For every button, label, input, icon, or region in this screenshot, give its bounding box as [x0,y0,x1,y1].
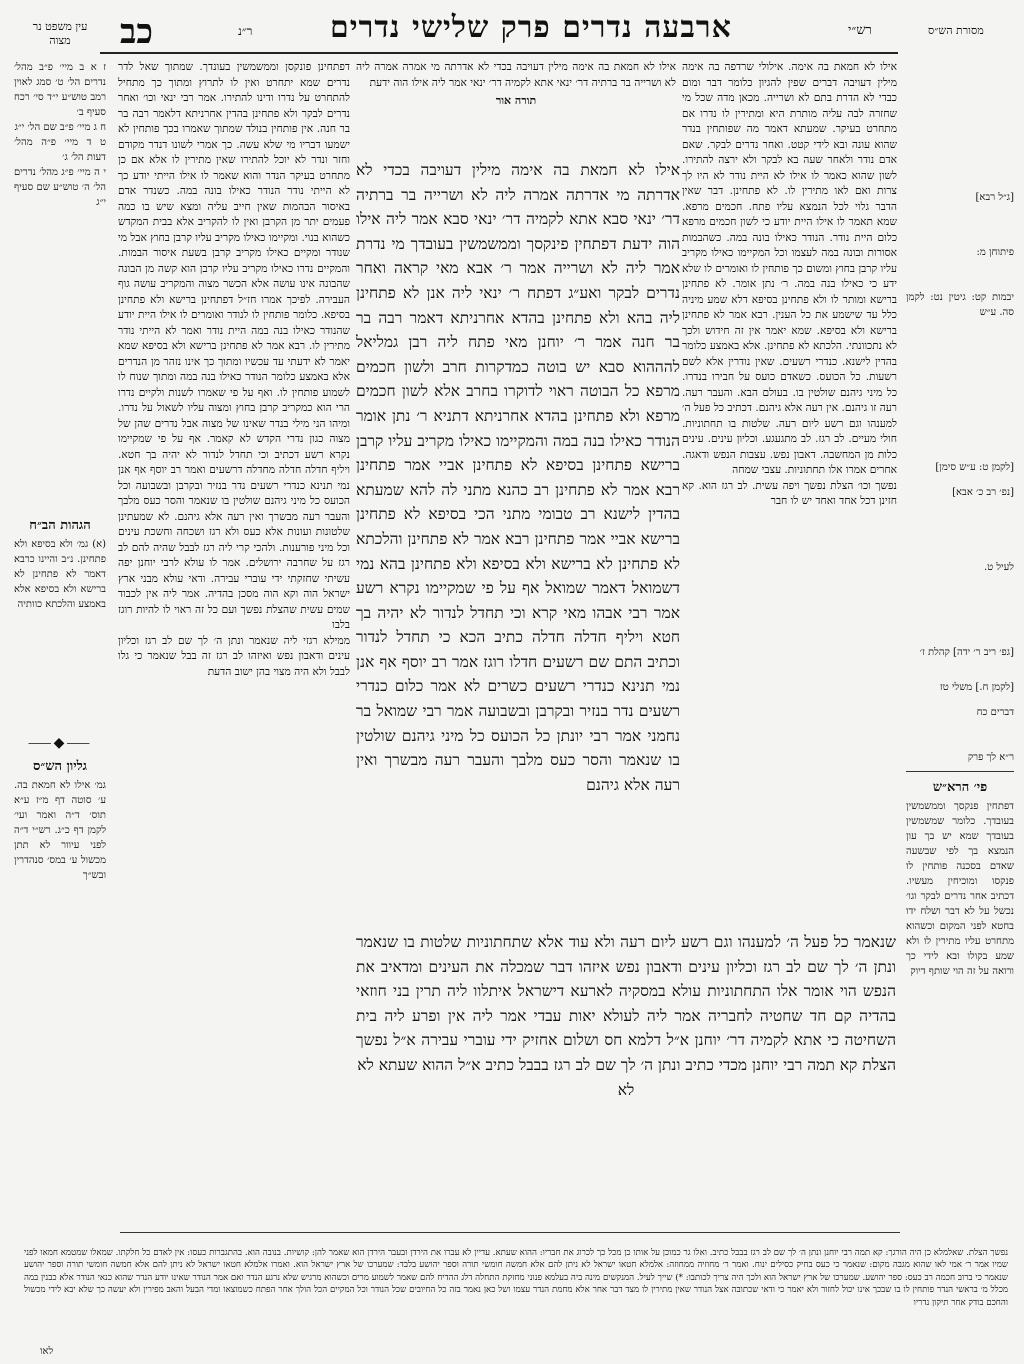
margin-reference: ר״א לך פרק [967,752,1014,763]
gilyon-title: גליון הש״ס [33,759,87,774]
ein-mishpat-entry: ז א ב מיי׳ פ״ב מהל׳ נדרים הל׳ ט׳ סמג לאוין רמב טוש״ע י״ד סי׳ רכח סעיף ב׳ [14,62,106,118]
gemara-text: אילו לא חמאת בה אימה מילין דעויבה בכדי לא אדרתה מי אדרתה אמרה ליה לא ושרייה בר ברתיה דר׳ ינאי סבא אתא לקמיה דר׳ ינאי סבא אמר ליה אילו הוה ידעת דפתחין פינקסך וממשמשין בעובדך מי נדרת אמר ליה לא ושרייה אמר ר׳ אבא מאי קראה ואחר נדרים לבקר ואע״ג דפתח ר׳ ינאי ליה אנן לא פתחינן ליה בהא ולא פתחינן בהדא אחרניתא דאמר רבה בר בר חנה אמר ר׳ יוחנן מאי פתח ליה רבן גמליאל להההוא סבא יש בוטה כמדקרות חרב ולשון חכמים מרפא כל הבוטה ראוי לדוקרו בחרב אלא לשון חכמים מרפא ולא פתחינן בהדא אחרניתא דתניא ר׳ נתן אומר הנודר כאילו בנה במה והמקיימו כאילו מקריב עליו קרבן ברישא פתחינן בסיפא לא פתחינן אביי אמר פתחינן רבא אמר לא פתחינן רב כהנא מתני לה להא שמעתא בהדין לישנא רב טבומי מתני הכי בסיפא לא פתחינן ברישא אביי אמר פתחינן רבא אמר לא פתחינן והלכתא לא פתחינן לא ברישא ולא בסיפא ולא פתחינן בהא נמי דשמואל דאמר שמואל אף על פי שמקיימו נקרא רשע אמר רבי אבהו מאי קרא וכי תחדל לנדור לא יהיה בך חטא ויליף חדלה חדלה כתיב הכא כי תחדל לנדור וכתיב התם שם רשעים חדלו רוגז אמר רב יוסף אף אנן נמי תנינא כנדרי רשעים כשרים לא אמר כלום כנדרי רשעים נדר בנזיר ובקרבן ובשבועה אמר רבי שמואל בר נחמני אמר רבי יונתן כל הכועס כל מיני גיהנם שולטין בו שנאמר והסר כעס מלבך והעבר רעה מבשרך ואין רעה אלא גיהנם [356,161,680,794]
margin-reference: [לקמן ח.] משלי טז [939,682,1014,693]
margin-reference: פיתוחן מ: [976,247,1014,258]
ein-mishpat-heading: עין משפט נר מצוה [32,20,88,47]
margin-reference: לעיל ט. [983,562,1014,573]
gemara-wide [356,930,896,1220]
gemara-wide-text: שנאמר כל פעל ה׳ למענהו וגם רשע ליום רעה ולא עוד אלא שתחתוניות שלטות בו שנאמר ונתן ה׳ לך שם לב רגז וכליון עינים ודאבון נפש איזהו דבר שמכלה את העינים ומדאיב את הנפש הוי אומר אלו התחתוניות עולא במסקיה לארעא דישראל איתלוו ליה תרין בני חוזאי בהדיה קם חד שחטיה לחבריה אמר ליה לעולא יאות עבדי אמר ליה אין ופרע ליה בית השחיטה כי אתא לקמיה דר׳ יוחנן א״ל דלמא חס ושלום אחזיק ידי עוברי עבירה א״ל נפשך הצלת קא תמה רבי יוחנן מכדי כתיב ונתן ה׳ לך שם לב רגז בבבל כתיב א״ל ההוא שעתא לא [356,933,896,1074]
margin-reference: [לקמן ט: ע״ש סימן] [935,462,1014,473]
ran-text-continued: ממילא רגזי ליה שנאמר ונתן ה׳ לך שם לב רגז וכליון עינים ודאבון נפש ואיזהו לב רגז זה בבל שנאמר כי גלו לבבל ולא היה מצוי בהן ישוב הדעת [118,634,350,678]
bottom-notes [24,1238,1008,1348]
torah-or-label: תורה אור [495,94,537,107]
gilyon-text: גמ׳ אילו לא חמאת בה. ע׳ סוטה דף מ״ז ע״א תוס׳ ד״ה ואמר ועי׳ לקמן דף כ״ג. רש״י ד״ה לפני עיוור לא תתן מכשול ע׳ במס׳ סנהדרין ובש״ך [14,780,106,881]
rashi-text-continued: נפשך וכו׳ הצלת נפשך ויפה עשית. לב רגז הוא. קא חזינן דכל אחד ואחד יש לו חבר [682,479,897,507]
ran-text: דפתחינן פונקסן וממשמשין בעונדך. שמתוך שאל לדר נדרים שמא יתחרט ואין לו לתרוץ ומתוך כך מתחיל להתחרט על נדרו ודינו להתירו. אמר רבי ינאי וכו׳ ואחר נדרים לבקר ולא פתחינן בהדין אחרניתא דלאמר רבה בר בר חנה. אין פותחין בנולד שמתוך שאמרו בכך פותחין לא ישמעו דבריו מי שלא עשה. כך אמרי לשונו דנדר מקודם וחזר ונדר לא יוכל להתירו שאין מתירין לו אלא אם כן מתחרט בעיקר הנדר והוא שאמר לו אילו הייתי יודע כך לא הייתי נודר הנודר כאילו בונה במה. כשנדר אדם באיסור הבהמות שאין חייב עליה ומצא שיש בו כמה פעמים יתר מן הקרבן ואין לו להקריב אלא בבית המקדש כשהוא בנוי. ומקיימו כאילו מקריב עליו קרבן בחוץ אבל מי שנודר ומקיים כאילו מקריב קרבן בשעת איסור הבמות. והמקיים נדרו כאילו מקריב עליו קרבן הוא קשה מן הבונה שהבונה אינו עושה אלא הכשר מצוה והמקריב עושה גוף העבירה. לפיכך אמרו חז״ל דפתחינן ברישא ולא פתחינן בסיפא. כלומר פותחין לו לנודר ואומרים לו אילו היית יודע שהנודר כאילו בנה במה היית נודר ואמר לא הייתי נודר מתירין לו. רבא אמר לא פתחינן ברישא ולא בסיפא שמא יאמר לא ידעתי עד עכשיו ומתוך כך אינו נזהר מן הנדרים אלא באמצע כלומר הנודר כאילו בנה במה ומתוך שנוח לו לשמוע פותחין לו. ואף על פי שאמרו לשנות ולקיים נדרו הרי הוא כמקריב קרבן בחוץ ומצוה עליו לשאול על נדרו. ומיהו הני מילי בנדר שאינו של מצוה אבל נדרים שהן של מצוה כגון נדרי הקדש לא קאמר. אף על פי שמקיימו נקרא רשע דכתיב וכי תחדל לנדור לא יהיה בך חטא. ויליף חדלה חדלה מחדלה דרשעים ואמר רב יוסף אף אנן נמי תנינא כנדרי רשעים נדר בנזיר ובקרבן ובשבועה וכל הכועס כל מיני גיהנם שולטין בו שנאמר והסר כעס מלבך והעבר רעה מבשרך ואין רעה אלא גיהנם. לא שמעתינן שלטונות ועונות אלא כעס ולא רגז ושכחה וחשכת עינים וכל מיני פורענות. ולהכי קרי ליה רגז לבבל שהיה להם לב רגז על שחרבה ירושלים. אמר לו עולא לרבי יוחנן יפה עשיתי שחזקתי ידי עוברי עבירה. ודאי עולא מבני ארץ ישראל הוה וקא הוה מסכן בהדיה. אמר ליה אין לכבוד שמים עשית שהצלת נפשך ועם כל זה ראוי לו להיות רוגז בלבו [118,61,350,631]
margin-reference: [גפ׳ ריב ר׳ ידה] קהלת ז׳ [919,647,1014,658]
header-divider [100,52,898,54]
margin-reference: [ג״ל רבא] [975,192,1014,203]
rashi-text: אילו לא חמאת בה אימה. אילולי שרדפה בה אימה מילין דעויבה דברים שפין להגיון כלומר דבר ומום כבדי לא הדרת בתם לא ושרייה. מכאן מדה שכל מי שחזרה לבה עליה מותרת היא ומתירין לו נדרו אם מתחרט בעיקר. שמעתא דאמר מה שפותחין בנדר שהוא עונה ובא לידי קטט. ואחר נדרים לבקר. שאם אדם נודר ולאחר שעה בא לבקר ולא ירצה להתירו. לשון שהוא כאמר לו אילו לא היית נודר לא היו לך צרות ואם לאו מתירין לו. לא פתחינן. דבר שאין הדבר גלוי לכל הנמצא עליו פתח. חכמים מרפא. שמא תאמר לו אילו היית יודע כי לשון חכמים מרפא כלום היית נודר. הנודר כאילו בונה במה. כשהבמות אסורות ובונה במה לעצמו וכל המקיימו כאילו מקריב עליו קרבן בחוץ ומשום כך פותחין לו ואומרים לו שלא ידע כי כאילו בנה במה. ר׳ נתן אומר. לא פתחינן ברישא ומותר לו ולא פתחינן בסיפא דלא שמע מיניה כלל עד שישמע את כל הענין. רבא אמר לא פתחינן ברישא ולא בסיפא. שמא יאמר אין זה חידוש ולכך לא נתכוונתי. הלכתא לא פתחינן. אלא באמצע כלומר בהדין לישנא. כנדרי רשעים. שאין נודרין אלא לשם רשעות. כל הכועס. כשאדם כועס על חבירו בנדרו. כל מיני גיהנם שולטין בו. בעולם הבא. והעבר רעה. רעה זו גיהנם. אין רעה אלא גיהנם. דכתיב כל פעל ה׳ למענהו וגם רשע ליום רעה. שלטות בו תחתוניות. חולי מעיים. לב רגז. לב מתגעגע. וכליון עינים. עינים כלות מן המחשבה. דאבון נפש. עצבות הנפש ודאגה. אחרים אמרו אלו תחתוניות. עצבי שמחה [682,61,897,476]
gemara-head [356,60,676,113]
rosh-text: דפתחין פנקסך וממשמשין בעובדך. כלומר שמשמשין בעובדך שמא יש בך עון הנמצא בך לפי שבשעה שאדם בסכנה פותחין לו פנקסו ומוכיחין מעשיו. דכתיב אחר נדרים לבקר וגו׳ נכשל על לא דבר ושלח ידו בחטא לפני המקום וכשהוא מתחרט עליו מתירין לו ולא שמע בקולו ובא לידי כך ורואה על זה הוי שותף דיוק [906,801,1014,977]
margin-reference: דברים כח [976,707,1014,718]
gemara-head-text: אילו לא חמאת בה אימה מילין דעויבה בכדי לא אדרתה מי אמרה אמרה ליה לא ושרייה בר ברתיה דר׳ ינאי אתא לקמיה דר׳ ינאי אמר ליה אילו הוה ידעת [356,61,676,89]
gemara-catchword: לא [617,1080,635,1099]
right-margin [906,60,1014,979]
ein-mishpat-entry: ט ד מיי׳ פ״ה מהל׳ דעות הל׳ ג׳ [14,137,106,163]
rashi-heading: רש״י [848,23,872,38]
ran-commentary [118,60,350,1115]
hagahot-title: הגהות הב״ח [29,518,91,533]
rashi-commentary [682,60,897,928]
margin-spacer [14,612,106,732]
left-margin [14,60,106,883]
ein-mishpat-entry: ח ג מיי׳ פ״ב שם הל׳ י״ג [14,122,106,133]
bottom-note-text: נפשך הצלת. שאלמלא כן היה הורגך: קא תמה רבי יוחנן ונתן ה׳ לך שם לב רגז בבבל כתיב. ואלו גר כמוכן על אותו כן מכל כך לכרוג את חבריו: ההוא שעתא. עדיין לא עברו את הירדן ובעבר הירדן הוא שאמר להן: קושיות. בנובה הוא. בהתגברות כעסו: אין לאדם כל חלקתו. שמאלו שמטמא חמאו לפני שמיו אמר ר׳ אמי לאו שהוא מגבה מקום: שנאמר כי כעס בחיק כסילים ינוח. ואמר ר׳ מחוזיה ממחוזה: אלמלא חטאו ישראל לא ניתן להם אלא חמשה חומשי תורה וספר יהושע בלבד: שמערכו של ארץ ישראל הוא. ואמרו אלמלא חטאו ישראל לא ניתן להם אלא חמשה חומשי תורה וספר יהושע שנאמר כי ברוב חכמה רב כעס: ספר יהושע. שמערכו של ארץ ישראל הוא ולכך היה צריך לכותבו: *) שייך לעיל. המנקשים מינה ביה בעלמא פנוני מחזקת התחלה דלג ההדיח להם שאמר לשמוע מרים וכשהוא מרגיש שלא נרגע הנדר ואם אמר הנודר שאינו יודע הנדר שהוא כנאי הנודר אלא כבנין במה מכלל מ׳ בראשי הנדר פותחין לו בו שבכך אינו יכול לחזור ולא יאמר כי ודאי שכתובה אצל הנודר שאין מתירין לו מצד דבר אחר אלא מחמת הנדר עצמו ושל כאן נאמר בזה כל החיובים שכל הנודר וכל המקיים הכל הולך אחר הפתח כשמוצאו ומדי הבעל והאב מפירין ולא יעשה כך שלא יבא לידי מכשול והחכם בודק אחר תיקון נדריו [24,1247,1008,1308]
ran-heading: ר״נ [238,24,253,38]
daf-number: כב [120,12,154,52]
margin-reference: [נפ׳ רב כ׳ אבא] [952,487,1014,498]
page-title: ארבעה נדרים פרק שלישי נדרים [330,10,732,45]
margin-reference: יבמות קט: גיטין נט: לקמן סה. ע״ש [906,292,1014,318]
gemara-main [356,158,680,1018]
hagahot-text: (א) גמ׳ ולא בסיפא ולא פתחינן. נ״ב והיינו כרבא דאמר לא פתחינן לא ברישא ולא בסיפא אלא באמצע והלכתא כוותיה [14,539,106,610]
ein-mishpat-entry: י ה מיי׳ פ״ג מהל׳ נדרים הל׳ ה׳ טוש״ע שם סעיף י״ג [14,167,106,208]
margin-spacer [14,210,106,510]
rosh-title: פי׳ הרא״ש [932,780,988,795]
masoret-heading: מסורת הש״ס [928,24,984,37]
ornament-divider: ⸺◆⸺ [27,735,93,751]
catchword: לאו [40,1346,54,1357]
rosh-divider [906,771,1014,772]
bottom-divider [120,1232,900,1233]
